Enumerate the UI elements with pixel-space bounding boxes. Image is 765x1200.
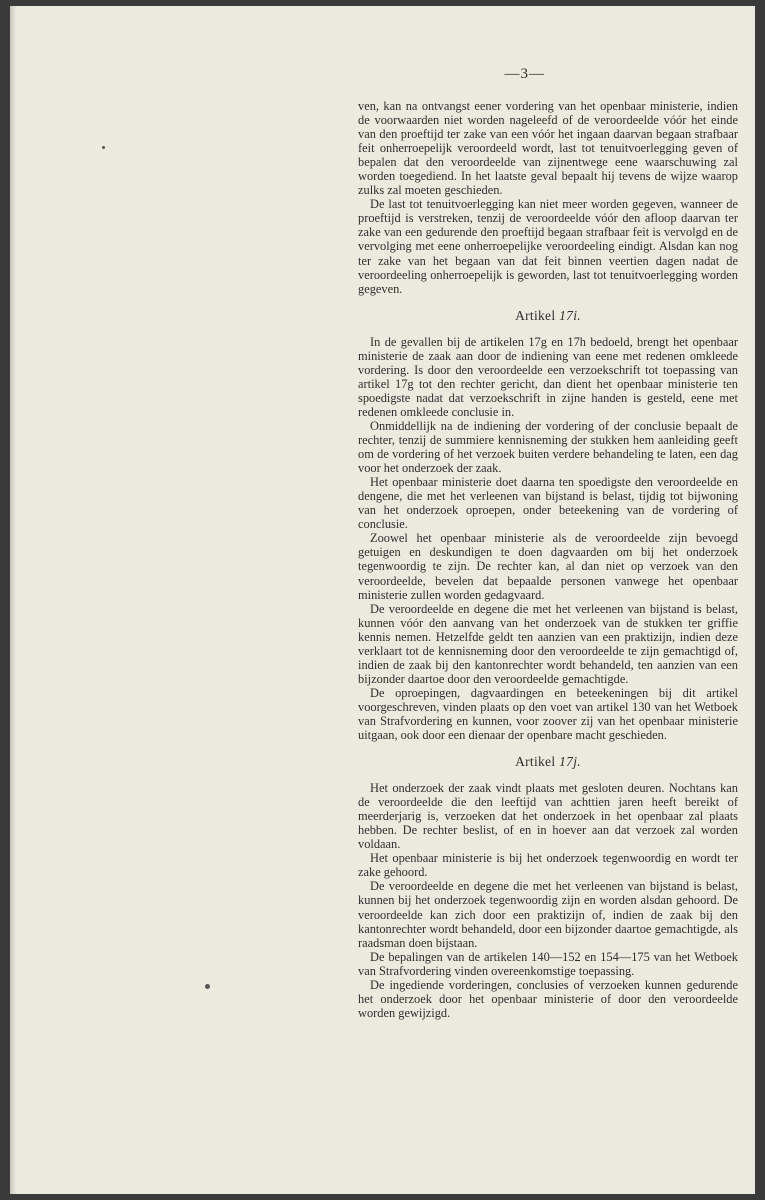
page-number: —3— [504, 66, 545, 82]
paragraph: Zoowel het openbaar ministerie als de veroordeelde zijn bevoegd getuigen en deskundigen te doen dagvaarden om bij het onderzoek tegenwoordig te zijn. De rechter kan, al dan niet op verzoek van den veroordeelde, bevelen dat bepaalde personen vanwege het openbaar ministerie zullen worden gedagvaard. [358, 531, 738, 602]
article-heading-number: 17i. [559, 307, 581, 323]
paragraph: Het openbaar ministerie is bij het onderzoek tegenwoordig en wordt ter zake gehoord. [358, 851, 738, 880]
paragraph: De bepalingen van de artikelen 140—152 en 154—175 van het Wetboek van Strafvordering vinden overeenkomstige toepassing. [358, 949, 738, 978]
article-heading-number: 17j. [559, 754, 581, 770]
paragraph: De last tot tenuitvoerlegging kan niet meer worden gegeven, wanneer de proeftijd is verstreken, tenzij de veroordeelde vóór den afloop daarvan ter zake van een gedurende den proeftijd begaan strafbaar feit is vervolgd en de vervolging met eene onherroepelijke veroordeeling eindigt. Alsdan kan nog ter zake van het begaan van dat feit binnen veertien dagen nadat de veroordeeling onherroepelijk is geworden, last tot tenuitvoerlegging worden gegeven. [358, 197, 738, 296]
paragraph: Het openbaar ministerie doet daarna ten spoedigste den veroordeelde en dengene, die met het verleenen van bijstand is belast, tijdig tot bijwoning van het onderzoek oproepen, onder beteekening van de vordering of conclusie. [358, 475, 738, 532]
paragraph: In de gevallen bij de artikelen 17g en 17h bedoeld, brengt het openbaar ministerie de zaak aan door de indiening van eene met redenen omkleede vordering. Is door den veroordeelde een verzoekschrift tot toepassing van artikel 17g tot den rechter gericht, dan dient het openbaar ministerie ten spoedigste nadat dat verzoekschrift in zijne handen is gesteld, eene met redenen omkleede conclusie in. [358, 334, 738, 419]
ink-speck [102, 146, 105, 149]
paragraph: Het onderzoek der zaak vindt plaats met gesloten deuren. Nochtans kan de veroordeelde die den leeftijd van achttien jaren heeft bereikt of meerderjarig is, verzoeken dat het onderzoek in het openbaar zal plaats hebben. De rechter beslist, of en in hoever aan dat verzoek zal worden voldaan. [358, 781, 738, 852]
page-edge-shadow [10, 6, 16, 1194]
paragraph: De veroordeelde en degene die met het verleenen van bijstand is belast, kunnen bij het onderzoek tegenwoordig zijn en worden alsdan gehoord. De veroordeelde kan zich door een praktizijn of, indien de zaak bij den kantonrechter wordt behandeld, door een bijzonder daartoe gemachtigde, als raadsman doen bijstaan. [358, 879, 738, 950]
paragraph: De oproepingen, dagvaardingen en beteekeningen bij dit artikel voorgeschreven, vinden plaats op den voet van artikel 130 van het Wetboek van Strafvordering en kunnen, voor zoover zij van het openbaar ministerie uitgaan, ook door een dienaar der openbare macht geschieden. [358, 685, 738, 743]
paragraph: De ingediende vorderingen, conclusies of verzoeken kunnen gedurende het onderzoek door het openbaar ministerie of door den veroordeelde worden gewijzigd. [358, 977, 738, 1020]
paragraph: ven, kan na ontvangst eener vordering van het openbaar ministerie, indien de voorwaarden niet worden nageleefd of de veroordeelde vóór het einde van den proeftijd ter zake van een vóór het ingaan daarvan begaan strafbaar feit onherroepelijk veroordeeld wordt, last tot tenuitvoerlegging geven of bepalen dat den veroordeelde van zijnentwege eene waarschuwing zal worden toegediend. In het laatste geval bepaalt hij tevens de wijze waarop zulks zal moeten geschieden. [358, 99, 738, 198]
article-heading-label: Artikel [515, 754, 556, 770]
article-heading [358, 309, 738, 323]
scanned-page [10, 6, 755, 1194]
ink-speck [205, 984, 210, 989]
article-heading-label: Artikel [515, 307, 556, 323]
paragraph: Onmiddellijk na de indiening der vordering of der conclusie bepaalt de rechter, tenzij de summiere kennisneming der stukken hem aanleiding geeft om de vordering of het verzoek buiten verdere behandeling te laten, een dag voor het onderzoek der zaak. [358, 418, 738, 476]
article-heading [358, 755, 738, 769]
paragraph: De veroordeelde en degene die met het verleenen van bijstand is belast, kunnen vóór den aanvang van het onderzoek van de stukken ter griffie kennis nemen. Hetzelfde geldt ten aanzien van een praktizijn, indien deze verklaart tot de kennisneming door den veroordeelde te zijn gemachtigd of, indien de zaak bij den kantonrechter wordt behandeld, ten aanzien van een bijzonder daartoe door den veroordeelde gemachtigde. [358, 601, 738, 686]
text-column [358, 99, 738, 1020]
